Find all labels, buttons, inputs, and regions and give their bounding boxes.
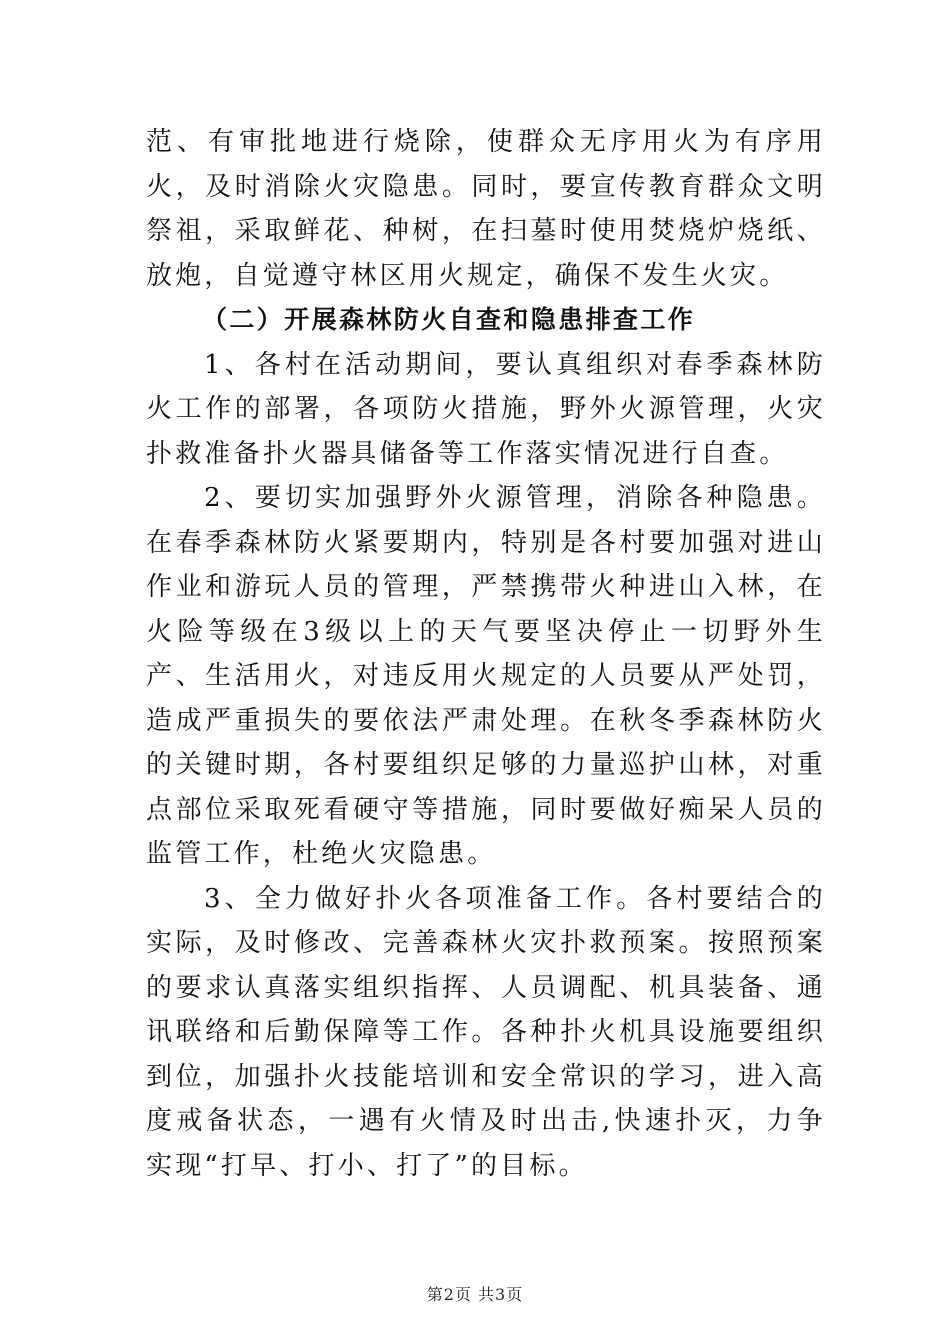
page-footer: 第2页 共3页 (426, 1285, 524, 1304)
section-heading: （二）开展森林防火自查和隐患排查工作 (202, 305, 696, 334)
paragraph-continuation: 范、有审批地进行烧除，使群众无序用火为有序用火，及时消除火灾隐患。同时，要宣传教育群众文明祭祖，采取鲜花、种树，在扫墓时使用焚烧炉烧纸、放炮，自觉遵守林区用火规定，确保不发生火灾。 (146, 127, 826, 291)
paragraph-item-2: 2、要切实加强野外火源管理，消除各种隐患。在春季森林防火紧要期内，特别是各村要加强对进山作业和游玩人员的管理，严禁携带火种进山入林，在火险等级在3级以上的天气要坚决停止一切野外生产、生活用火，对违反用火规定的人员要从严处罚，造成严重损失的要依法严肃处理。在秋冬季森林防火的关键时期，各村要组织足够的力量巡护山林，对重点部位采取死看硬守等措施，同时要做好痴呆人员的监管工作，杜绝火灾隐患。 (146, 483, 826, 869)
document-body (146, 120, 826, 1188)
paragraph-item-3: 3、全力做好扑火各项准备工作。各村要结合的实际，及时修改、完善森林火灾扑救预案。按照预案的要求认真落实组织指挥、人员调配、机具装备、通讯联络和后勤保障等工作。各种扑火机具设施要组织到位，加强扑火技能培训和安全常识的学习，进入高度戒备状态，一遇有火情及时出击,快速扑灭，力争实现“打早、打小、打了”的目标。 (146, 883, 826, 1181)
paragraph-item-1: 1、各村在活动期间，要认真组织对春季森林防火工作的部署，各项防火措施，野外火源管理，火灾扑救准备扑火器具储备等工作落实情况进行自查。 (146, 349, 826, 469)
